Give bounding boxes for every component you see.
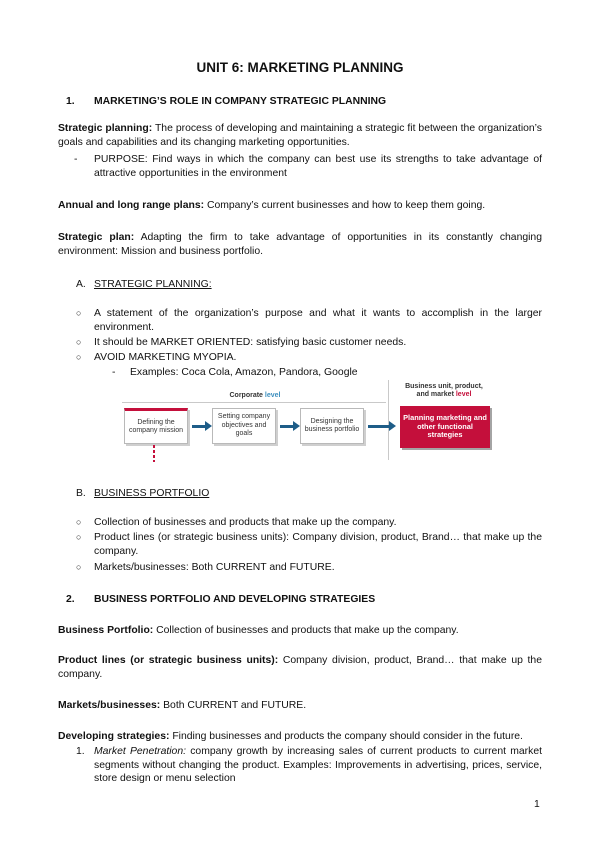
corporate-level-word: Corporate xyxy=(229,392,263,399)
page-title: UNIT 6: MARKETING PLANNING xyxy=(196,60,404,75)
subsection-b-heading xyxy=(0,487,600,501)
business-level-label xyxy=(396,383,492,399)
business-portfolio-paragraph xyxy=(58,624,542,638)
product-lines-paragraph xyxy=(58,654,542,681)
corporate-level-label xyxy=(200,392,310,400)
list-item: Markets/businesses: Both CURRENT and FUTURE. xyxy=(94,562,335,573)
bullet-icon: ○ xyxy=(76,352,82,362)
product-lines-label: Product lines (or strategic business units): xyxy=(58,655,279,666)
examples-item: Examples: Coca Cola, Amazon, Pandora, Google xyxy=(130,367,358,378)
section-2-number: 2. xyxy=(66,594,75,605)
market-penetration-label: Market Penetration: xyxy=(94,746,187,757)
section-2-heading xyxy=(66,593,546,607)
list-item: Product lines (or strategic business units): Company division, product, Brand… that make up the company. xyxy=(94,532,542,557)
subsection-a-letter: A. xyxy=(76,279,86,290)
strategic-planning-paragraph xyxy=(58,122,542,149)
section-1-title: MARKETING’S ROLE IN COMPANY STRATEGIC PLANNING xyxy=(94,96,387,107)
list-item: A statement of the organization’s purpose and what it wants to accomplish in the larger environment. xyxy=(94,308,542,333)
page-number: 1 xyxy=(534,799,540,810)
strategic-planning-label: Strategic planning: xyxy=(58,123,153,134)
corporate-level-line xyxy=(122,402,386,403)
subsection-a-heading xyxy=(0,278,600,292)
list-item: Collection of businesses and products that make up the company. xyxy=(94,517,397,528)
bullet-icon: ○ xyxy=(76,562,82,572)
arrow-icon xyxy=(368,423,396,429)
strategic-plan-paragraph xyxy=(58,231,542,258)
level-divider xyxy=(388,380,389,460)
business-level-highlight: level xyxy=(455,391,472,398)
developing-strategies-text: Finding businesses and products the company should consider in the future. xyxy=(169,731,523,742)
strategic-planning-text: The process of developing and maintaining a strategic fit between the organization’s goals and capabilities and its changing marketing opportunities. xyxy=(58,123,543,148)
market-penetration-item xyxy=(94,745,542,786)
developing-strategies-paragraph xyxy=(58,730,542,744)
subsection-a-title: STRATEGIC PLANNING: xyxy=(94,279,212,290)
purpose-item: PURPOSE: Find ways in which the company can best use its strengths to take advantage of attractive opportunities in the environment xyxy=(94,154,542,179)
strategic-planning-diagram xyxy=(118,380,498,462)
annual-plans-paragraph xyxy=(58,199,542,213)
arrow-icon xyxy=(192,423,212,429)
subsection-b-title: BUSINESS PORTFOLIO xyxy=(94,488,210,499)
annual-plans-text: Company’s current businesses and how to keep them going. xyxy=(204,200,486,211)
purpose-dash: - xyxy=(74,154,78,165)
annual-plans-label: Annual and long range plans: xyxy=(58,200,205,211)
examples-dash: - xyxy=(112,367,116,378)
diagram-box-objectives: Setting company objectives and goals xyxy=(212,408,276,444)
list-item: AVOID MARKETING MYOPIA. xyxy=(94,352,237,363)
business-portfolio-label: Business Portfolio: xyxy=(58,625,154,636)
bullet-icon: ○ xyxy=(76,337,82,347)
markets-label: Markets/businesses: xyxy=(58,700,161,711)
bullet-icon: ○ xyxy=(76,308,82,318)
arrow-icon xyxy=(280,423,300,429)
diagram-box-mission: Defining the company mission xyxy=(124,408,188,444)
market-penetration-text: company growth by increasing sales of current products to current market segments without changing the product. Examples: Improvements in advertising, prices, service, store design or menu selection xyxy=(94,746,542,784)
market-penetration-number: 1. xyxy=(76,746,85,757)
product-lines-text: Company division, product, Brand… that make up the company. xyxy=(58,655,542,680)
section-1-number: 1. xyxy=(66,96,75,107)
bullet-icon: ○ xyxy=(76,517,82,527)
subsection-b-letter: B. xyxy=(76,488,86,499)
list-item: It should be MARKET ORIENTED: satisfying basic customer needs. xyxy=(94,337,407,348)
corporate-level-highlight: level xyxy=(264,392,281,399)
business-level-line-2: and market xyxy=(416,391,454,398)
bullet-icon: ○ xyxy=(76,532,82,542)
diagram-box-marketing-strategies: Planning marketing and other functional strategies xyxy=(400,406,490,448)
strategic-plan-text: Adapting the firm to take advantage of opportunities in its constantly changing environment: Mission and business portfolio. xyxy=(58,232,542,257)
section-2-title: BUSINESS PORTFOLIO AND DEVELOPING STRATEGIES xyxy=(94,594,376,605)
diagram-box-portfolio: Designing the business portfolio xyxy=(300,408,364,444)
business-portfolio-text: Collection of businesses and products that make up the company. xyxy=(153,625,459,636)
business-level-line-1: Business unit, product, xyxy=(405,383,483,390)
section-1-heading xyxy=(66,95,546,109)
mission-dashed-line xyxy=(153,445,155,462)
markets-text: Both CURRENT and FUTURE. xyxy=(160,700,307,711)
strategic-plan-label: Strategic plan: xyxy=(58,232,135,243)
markets-paragraph xyxy=(58,699,542,713)
developing-strategies-label: Developing strategies: xyxy=(58,731,170,742)
